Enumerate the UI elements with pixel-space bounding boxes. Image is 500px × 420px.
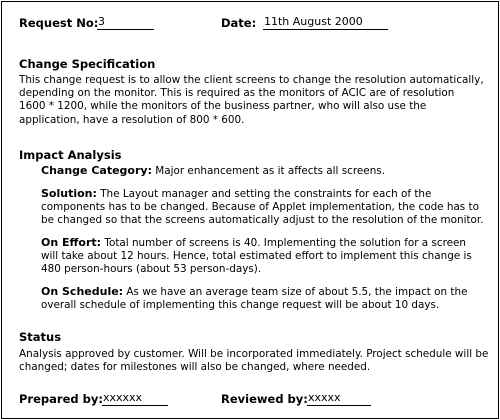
date-label: Date: — [221, 16, 257, 30]
change-category-label: Change Category: — [41, 164, 152, 177]
request-no-label: Request No: — [19, 16, 99, 30]
change-spec-heading: Change Specification — [19, 57, 156, 71]
change-request-form — [1, 1, 499, 419]
solution-text: The Layout manager and setting the constraints for each of the components has to be changed. Because of Applet implementation, the code has to be changed so that the screens automatically adjust to the resolution of the monitor. — [41, 188, 484, 227]
effort-label: On Effort: — [41, 236, 102, 249]
status-heading: Status — [19, 330, 62, 344]
schedule-text: As we have an average team size of about 5.5, the impact on the overall schedule of implementing this change request will be about 10 days. — [41, 286, 468, 312]
change-category-para — [41, 164, 486, 178]
solution-label: Solution: — [41, 187, 97, 200]
reviewed-by-value: xxxxx — [307, 391, 371, 406]
request-no-value: 3 — [97, 15, 154, 30]
effort-para — [41, 236, 486, 277]
prepared-by-label: Prepared by: — [19, 392, 103, 406]
change-category-text: Major enhancement as it affects all screens. — [151, 165, 385, 177]
date-value: 11th August 2000 — [263, 15, 388, 30]
effort-text: Total number of screens is 40. Implementing the solution for a screen will take about 12 hours. Hence, total estimated effort to implement this change is 480 person-hours (about 53 person-days). — [41, 237, 472, 276]
impact-heading: Impact Analysis — [19, 148, 122, 162]
schedule-label: On Schedule: — [41, 285, 124, 298]
reviewed-by-label: Reviewed by: — [221, 392, 308, 406]
prepared-by-value: xxxxxx — [102, 391, 168, 406]
schedule-para — [41, 285, 486, 312]
status-text: Analysis approved by customer. Will be incorporated immediately. Project schedule will be changed; dates for milestones will also be changed, where needed. — [19, 348, 489, 374]
change-spec-text: This change request is to allow the client screens to change the resolution automatically, depending on the monitor. This is required as the monitors of ACIC are of resolution 1600 * 1200, while the monitors of the business partner, who will also use the application, have a resolution of 800 * 600. — [19, 74, 484, 126]
solution-para — [41, 187, 486, 228]
